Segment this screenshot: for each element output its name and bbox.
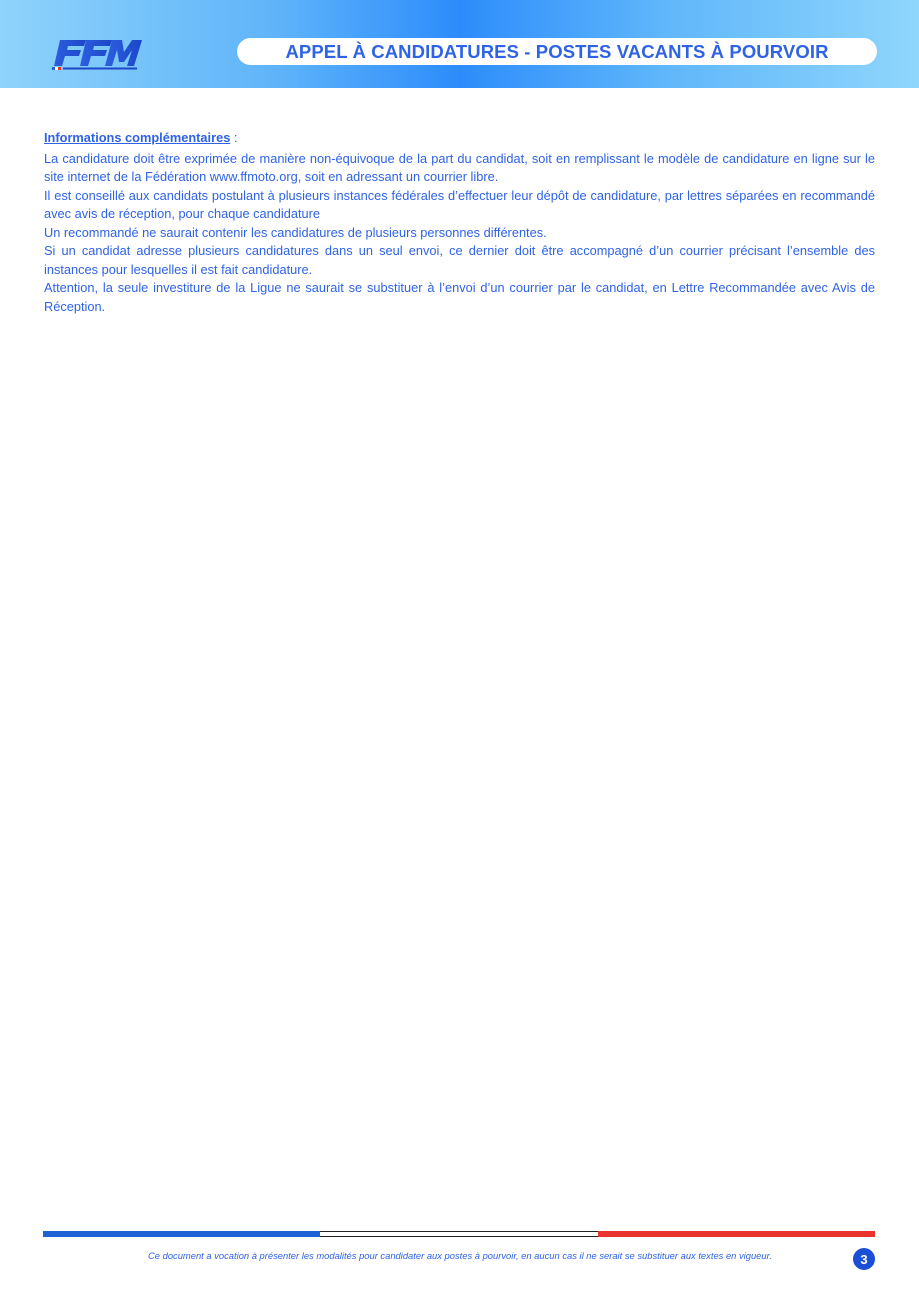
section-heading-suffix: : [230,130,238,145]
footer-disclaimer: Ce document a vocation à présenter les modalités pour candidater aux postes à pourvoir, en aucun cas il ne serait se substituer aux textes en vigueur. [148,1250,772,1261]
page-number-badge: 3 [853,1248,875,1270]
main-content [44,129,875,316]
page-header [0,0,919,88]
section-heading: Informations complémentaires [44,130,231,145]
paragraph: Attention, la seule investiture de la Ligue ne saurait se substituer à l’envoi d’un courrier par le candidat, en Lettre Recommandée avec Avis de Réception. [44,280,875,314]
divider-blue-segment [43,1231,320,1237]
title-banner [237,38,877,65]
paragraph: Il est conseillé aux candidats postulant à plusieurs instances fédérales d’effectuer leur dépôt de candidature, par lettres séparées en recommandé avec avis de réception, pour chaque candidature [44,187,875,221]
ffm-logo-icon [50,38,146,72]
paragraph: La candidature doit être exprimée de manière non-équivoque de la part du candidat, soit en remplissant le modèle de candidature en ligne sur le site internet de la Fédération www.ffmoto.org, soit en adressant un courrier libre. [44,150,875,184]
paragraph: Un recommandé ne saurait contenir les candidatures de plusieurs personnes différentes. [44,224,547,240]
divider-white-segment [320,1231,597,1237]
paragraph: Si un candidat adresse plusieurs candidatures dans un seul envoi, ce dernier doit être accompagné d’un courrier précisant l’ensemble des instances pour lesquelles il est fait candidature. [44,243,875,277]
section-heading-line [44,129,875,148]
page-title: APPEL À CANDIDATURES - POSTES VACANTS À POURVOIR [285,40,829,62]
tricolor-divider [43,1231,875,1237]
divider-red-segment [598,1231,875,1237]
